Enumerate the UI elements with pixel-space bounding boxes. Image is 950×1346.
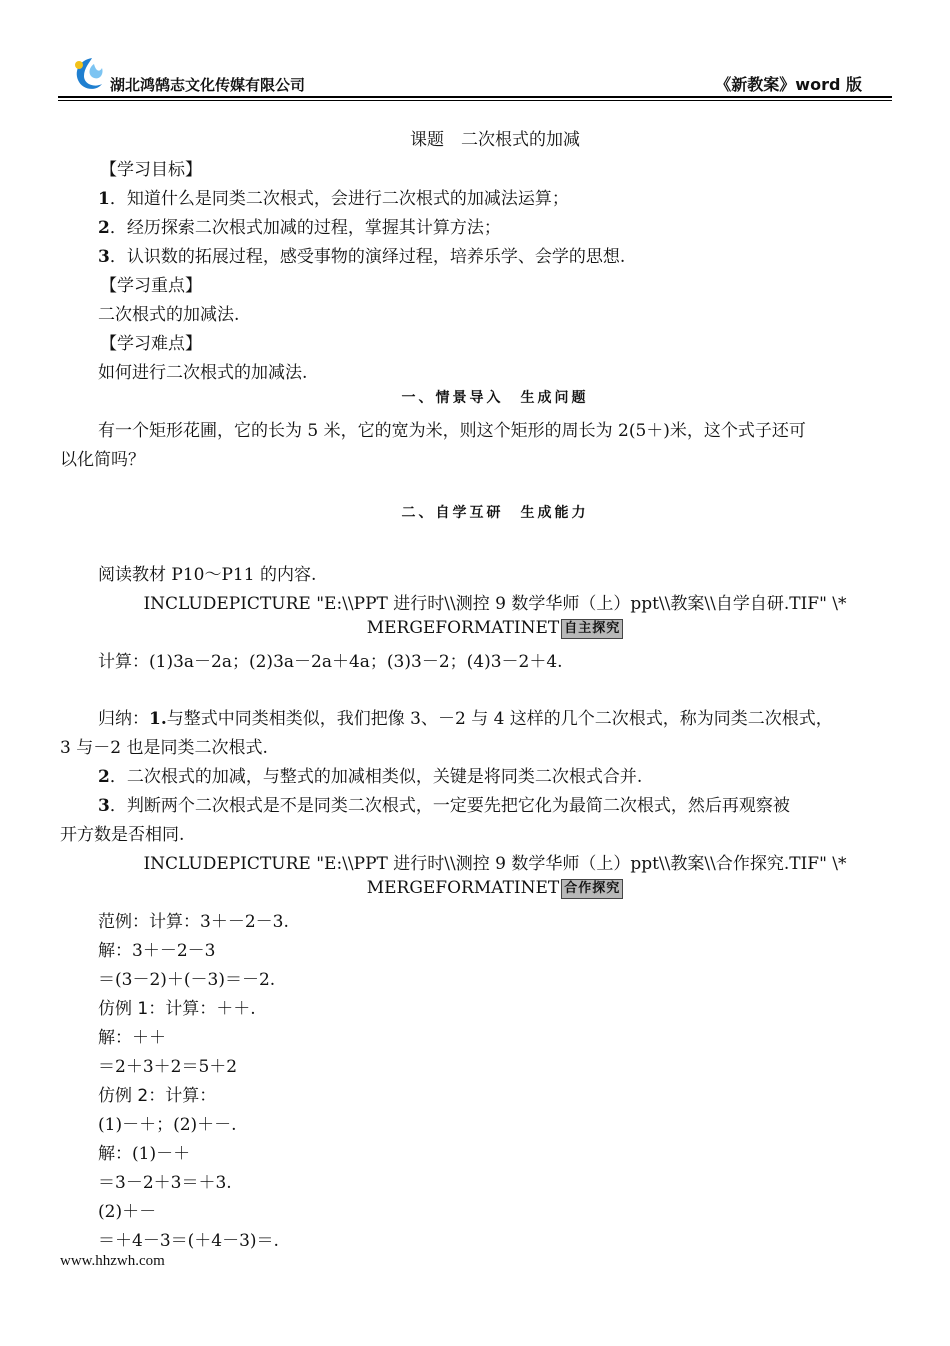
solution-line: ＝(3－2)＋(－3)＝－2. [98, 970, 276, 990]
objective-item: 2．经历探索二次根式加减的过程，掌握其计算方法； [98, 218, 501, 238]
include-field-1-cont: MERGEFORMATINET 自主探究 [0, 618, 950, 639]
solution-line: 解：3＋－2－3 [98, 941, 216, 961]
include-field-1: INCLUDEPICTURE "E:\\PPT 进行时\\测控 9 数学华师（上）ppt\\教案\\自学自研.TIF" \* [143, 594, 847, 614]
solution-line: ＝2＋3＋2＝5＋2 [98, 1057, 238, 1077]
solution-line: ＝3－2＋3＝＋3. [98, 1173, 232, 1193]
include-field-2-cont: MERGEFORMATINET 合作探究 [0, 878, 950, 899]
section1-text: 有一个矩形花圃，它的长为 5 米，它的宽为米，则这个矩形的周长为 2(5＋)米，这个式子还可 [98, 421, 806, 441]
header-rule [58, 96, 892, 98]
company-name: 湖北鸿鹄志文化传媒有限公司 [110, 76, 306, 94]
self-study-badge: 自主探究 [561, 619, 623, 639]
footer-url: www.hhzwh.com [60, 1253, 165, 1269]
summary-1-cont: 3 与－2 也是同类二次根式. [60, 738, 268, 758]
summary-1: 归纳：1.与整式中同类相类似，我们把像 3、－2 与 4 这样的几个二次根式，称为同类二次根式， [98, 709, 833, 729]
solution-line: ＝＋4－3＝(＋4－3)＝. [98, 1231, 279, 1251]
page-title: 课题 二次根式的加减 [410, 130, 580, 150]
focus-heading: 【学习重点】 [100, 276, 202, 296]
practice1-line: 仿例 1：计算：＋＋. [98, 999, 256, 1019]
summary-3-cont: 开方数是否相同. [60, 825, 185, 845]
question-line: (1)－＋；(2)＋－. [98, 1115, 237, 1135]
objectives-heading: 【学习目标】 [100, 160, 202, 180]
section1-text-cont: 以化简吗？ [60, 450, 145, 470]
practice2-line: 仿例 2：计算： [98, 1086, 217, 1106]
company-logo-icon [70, 54, 110, 94]
calc-text: 计算：(1)3a－2a；(2)3a－2a＋4a；(3)3－2；(4)3－2＋4. [98, 652, 563, 672]
header-rule-thin [58, 100, 892, 101]
brand-label: 《新教案》word 版 [715, 75, 862, 94]
objective-item: 1．知道什么是同类二次根式，会进行二次根式的加减法运算； [98, 189, 569, 209]
objective-item: 3．认识数的拓展过程，感受事物的演绎过程，培养乐学、会学的思想. [98, 247, 626, 267]
solution-line: 解：(1)－＋ [98, 1144, 191, 1164]
solution-line: 解：＋＋ [98, 1028, 166, 1048]
summary-2: 2．二次根式的加减，与整式的加减相类似，关键是将同类二次根式合并. [98, 767, 643, 787]
difficulty-text: 如何进行二次根式的加减法. [98, 363, 308, 383]
example-line: 范例：计算：3＋－2－3. [98, 912, 289, 932]
section2-heading: 二、自学互研 生成能力 [401, 505, 589, 521]
section1-heading: 一、情景导入 生成问题 [401, 390, 589, 406]
cooperation-badge: 合作探究 [561, 879, 623, 899]
difficulty-heading: 【学习难点】 [100, 334, 202, 354]
focus-text: 二次根式的加减法. [98, 305, 240, 325]
solution-line: (2)＋－ [98, 1202, 157, 1222]
summary-3: 3．判断两个二次根式是不是同类二次根式，一定要先把它化为最简二次根式，然后再观察被 [98, 796, 790, 816]
reading-text: 阅读教材 P10～P11 的内容. [98, 565, 317, 585]
include-field-2: INCLUDEPICTURE "E:\\PPT 进行时\\测控 9 数学华师（上）ppt\\教案\\合作探究.TIF" \* [143, 854, 847, 874]
